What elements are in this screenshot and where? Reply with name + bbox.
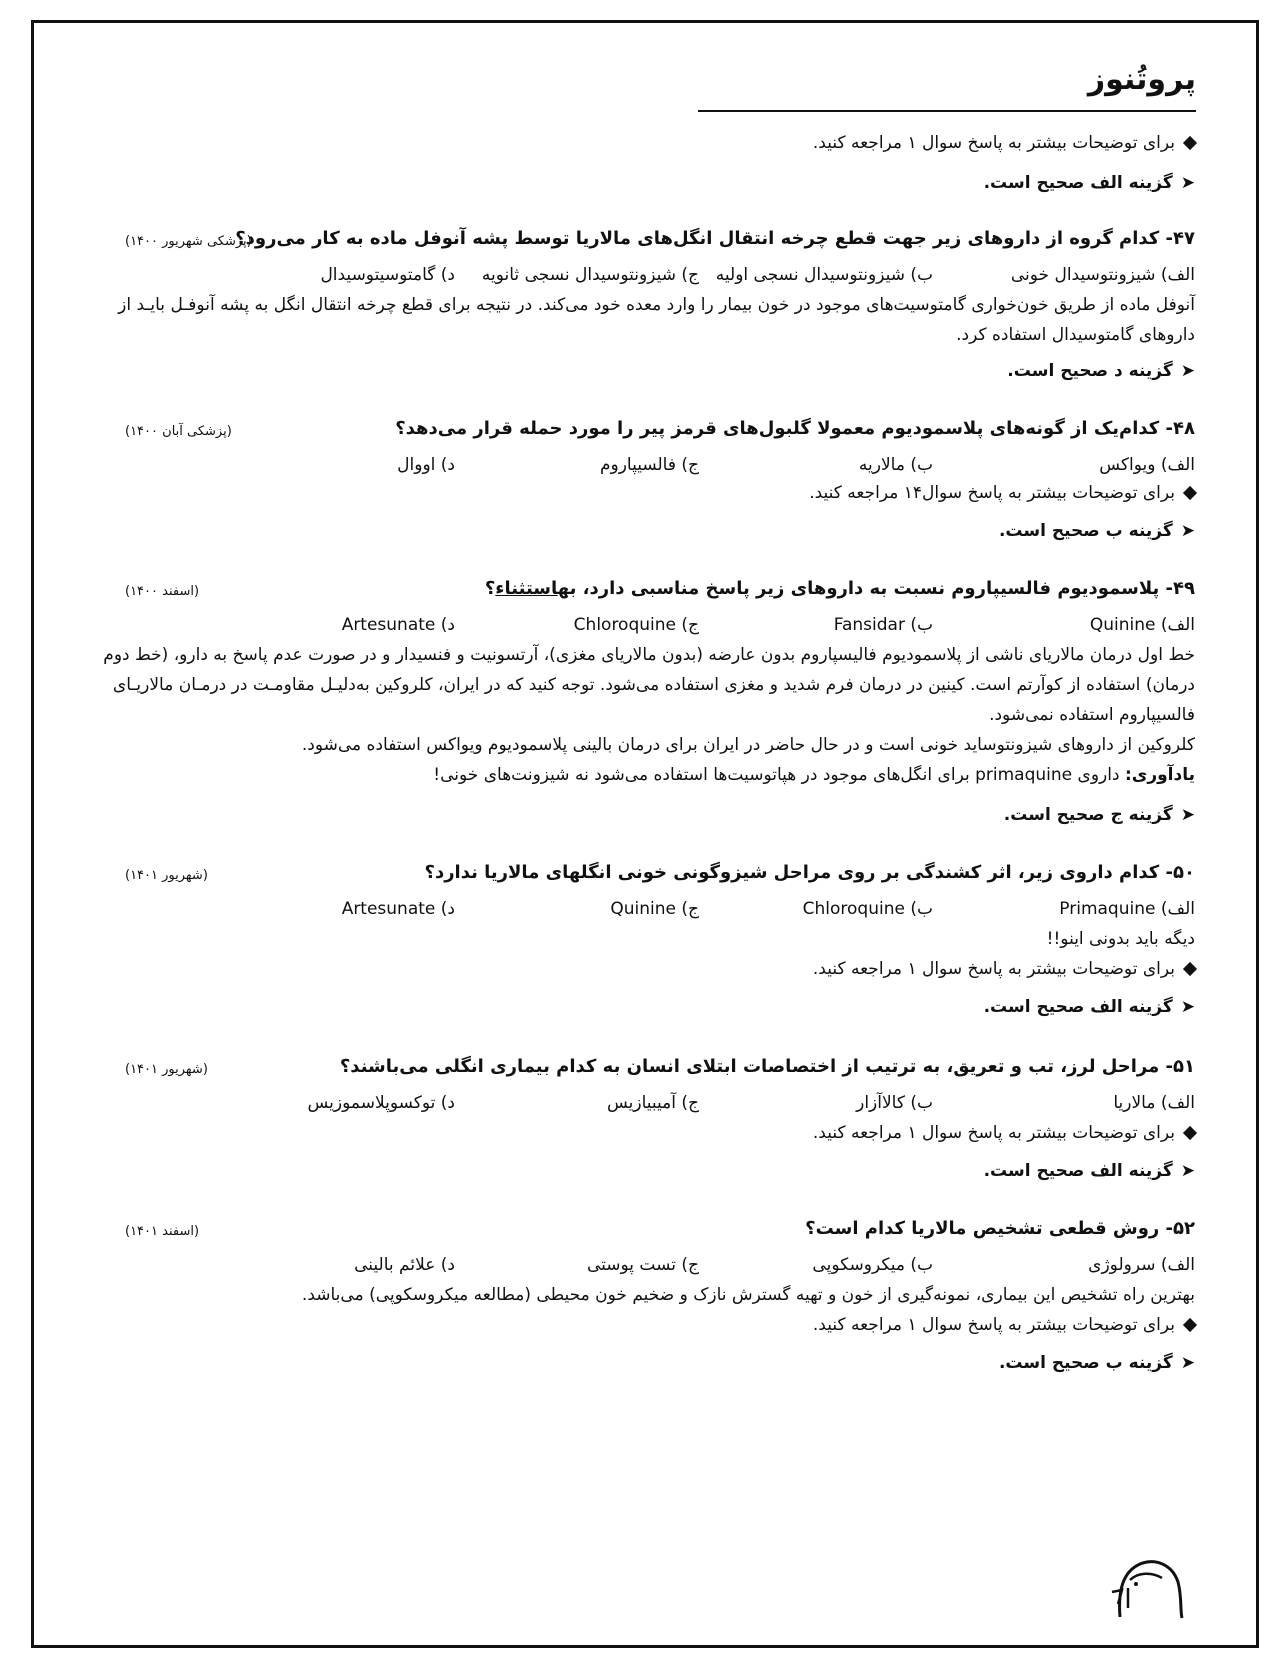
question-47: ۴۷- کدام گروه از داروهای زیر جهت قطع چرخه انتقال انگل‌های مالاریا توسط پشه آنوفل ماده به کار می‌رود؟ [235, 228, 1195, 249]
question-source: (اسفند ۱۴۰۱) [125, 1224, 200, 1239]
option-c: ج) شیزونتوسیدال نسجی ثانویه [481, 265, 699, 285]
arrow-bullet-icon: ➤ [1180, 1353, 1195, 1373]
mascot-doodle-icon [1100, 1542, 1190, 1622]
reference-line: برای توضیحات بیشتر به پاسخ سوال۱۴ مراجعه کنید. [125, 480, 1195, 506]
explanation-line: کلروکین از داروهای شیزونتوساید خونی است و در حال حاضر در ایران برای درمان بالینی پلاسمودیوم ویواکس استفاده می‌شود. [301, 735, 1195, 755]
arrow-bullet-icon: ➤ [1180, 805, 1195, 825]
answer-line: ➤گزینه ج صحیح است. [1003, 805, 1195, 825]
question-48: ۴۸- کدام‌یک از گونه‌های پلاسمودیوم معمولا گلبول‌های قرمز پیر را مورد حمله قرار می‌دهد؟ [395, 418, 1195, 439]
question-51: ۵۱- مراحل لرز، تب و تعریق، به ترتیب از اختصاصات ابتلای انسان به کدام بیماری انگلی می‌باشند؟ [339, 1056, 1195, 1077]
option-b: ب) Fansidar [833, 615, 933, 635]
diamond-bullet-icon [1183, 1318, 1197, 1332]
arrow-bullet-icon: ➤ [1180, 361, 1195, 381]
option-d: د) توکسوپلاسموزیس [307, 1093, 455, 1113]
question-49: ۴۹- پلاسمودیوم فالسیپاروم نسبت به داروهای زیر پاسخ مناسبی دارد، بهاستثناء؟ [484, 578, 1195, 599]
option-d: د) Artesunate [341, 899, 455, 919]
option-c: ج) فالسیپاروم [599, 455, 699, 475]
option-c: ج) تست پوستی [586, 1255, 699, 1275]
answer-line: ➤گزینه د صحیح است. [1007, 361, 1195, 381]
reference-line: برای توضیحات بیشتر به پاسخ سوال ۱ مراجعه کنید. [125, 130, 1195, 156]
answer-line: ➤گزینه الف صحیح است. [983, 997, 1195, 1017]
arrow-bullet-icon: ➤ [1180, 173, 1195, 193]
option-d: د) گامتوسیتوسیدال [320, 265, 455, 285]
answer-line: ➤گزینه الف صحیح است. [983, 173, 1195, 193]
option-a: الف) ویواکس [1099, 455, 1195, 475]
diamond-bullet-icon [1183, 136, 1197, 150]
answer-line: ➤گزینه ب صحیح است. [998, 521, 1195, 541]
header-rule [698, 110, 1196, 112]
question-source: (شهریور ۱۴۰۱) [125, 1062, 208, 1077]
explanation-line: داروهای گامتوسیدال استفاده کرد. [956, 325, 1195, 345]
question-source: (پزشکی شهریور ۱۴۰۰) [125, 234, 252, 249]
arrow-bullet-icon: ➤ [1180, 1161, 1195, 1181]
diamond-bullet-icon [1183, 1126, 1197, 1140]
option-b: ب) Chloroquine [802, 899, 933, 919]
option-d: د) اووال [397, 455, 455, 475]
option-a: الف) Primaquine [1059, 899, 1195, 919]
option-b: ب) مالاریه [858, 455, 933, 475]
option-a: الف) شیزونتوسیدال خونی [1010, 265, 1195, 285]
option-b: ب) شیزونتوسیدال نسجی اولیه [715, 265, 933, 285]
reference-line: برای توضیحات بیشتر به پاسخ سوال ۱ مراجعه کنید. [125, 956, 1195, 982]
explanation-line: درمان) استفاده از کوآرتم است. کینین در درمان فرم شدید و مغزی استفاده می‌شود. توجه کنید که در ایران، کلروکین به‌دلیـل مقاومـت در درمـان مالاریـای [112, 675, 1195, 695]
answer-line: ➤گزینه الف صحیح است. [983, 1161, 1195, 1181]
explanation-line: آنوفل ماده از طریق خون‌خواری گامتوسیت‌های موجود در خون بیمار را وارد معده خود می‌کند. در نتیجه برای قطع چرخه انتقال انگل به پشه آنوفـل بایـد از [118, 295, 1195, 315]
answer-line: ➤گزینه ب صحیح است. [998, 1353, 1195, 1373]
explanation-line: بهترین راه تشخیص این بیماری، نمونه‌گیری از خون و تهیه گسترش نازک و ضخیم خون محیطی (مطالعه میکروسکوپی) می‌باشد. [301, 1285, 1195, 1305]
note-line: دیگه باید بدونی اینو!! [1046, 929, 1195, 949]
option-d: د) علائم بالینی [354, 1255, 455, 1275]
explanation-line: فالسیپاروم استفاده نمی‌شود. [989, 705, 1195, 725]
question-52: ۵۲- روش قطعی تشخیص مالاریا کدام است؟ [805, 1218, 1195, 1239]
reference-line: برای توضیحات بیشتر به پاسخ سوال ۱ مراجعه کنید. [125, 1120, 1195, 1146]
page-title: پروتُنوز [1087, 62, 1196, 97]
arrow-bullet-icon: ➤ [1180, 997, 1195, 1017]
option-b: ب) میکروسکوپی [812, 1255, 933, 1275]
reference-line: برای توضیحات بیشتر به پاسخ سوال ۱ مراجعه کنید. [125, 1312, 1195, 1338]
arrow-bullet-icon: ➤ [1180, 521, 1195, 541]
option-a: الف) Quinine [1089, 615, 1195, 635]
question-50: ۵۰- کدام داروی زیر، اثر کشندگی بر روی مراحل شیزوگونی خونی انگلهای مالاریا ندارد؟ [424, 862, 1195, 883]
option-c: ج) آمیبیازیس [606, 1093, 699, 1113]
question-source: (شهریور ۱۴۰۱) [125, 868, 208, 883]
explanation-line: خط اول درمان مالاریای ناشی از پلاسمودیوم فالیسپاروم بدون عارضه (بدون مالاریای مغزی)، آرتسونیت و فنسیدار و در صورت عدم پاسخ به دارو، (خط دوم [103, 645, 1195, 665]
option-a: الف) سرولوژی [1088, 1255, 1195, 1275]
option-c: ج) Chloroquine [573, 615, 699, 635]
option-d: د) Artesunate [341, 615, 455, 635]
option-b: ب) کالاآزار [856, 1093, 933, 1113]
question-source: (اسفند ۱۴۰۰) [125, 584, 200, 599]
option-a: الف) مالاریا [1113, 1093, 1195, 1113]
option-c: ج) Quinine [610, 899, 699, 919]
diamond-bullet-icon [1183, 962, 1197, 976]
reminder-line: یادآوری: داروی primaquine برای انگل‌های موجود در هپاتوسیت‌ها استفاده می‌شود نه شیزونت‌های خونی! [433, 765, 1195, 785]
diamond-bullet-icon [1183, 486, 1197, 500]
question-source: (پزشکی آبان ۱۴۰۰) [125, 424, 232, 439]
